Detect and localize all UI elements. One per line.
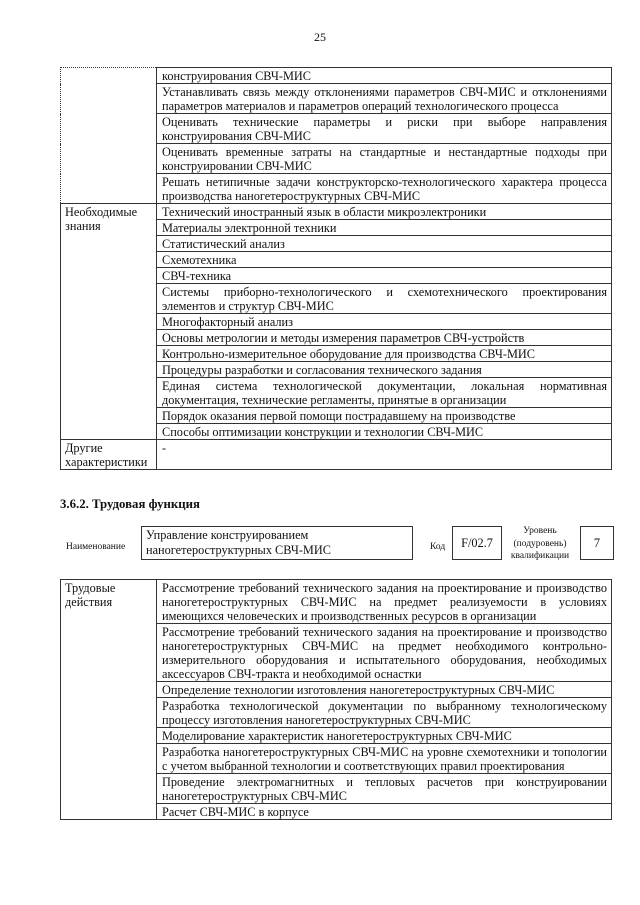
knowledge-item: Порядок оказания первой помощи пострадавшему на производстве	[157, 408, 612, 424]
skills-label-cell	[61, 68, 157, 204]
knowledge-item: Контрольно-измерительное оборудование для производства СВЧ-МИС	[157, 346, 612, 362]
labor-function-header	[60, 524, 620, 564]
page-number: 25	[314, 30, 326, 44]
knowledge-item: Материалы электронной техники	[157, 220, 612, 236]
labor-function-name: Управление конструированием наногетероструктурных СВЧ-МИС	[141, 526, 413, 560]
knowledge-item: Процедуры разработки и согласования технического задания	[157, 362, 612, 378]
code-label: Код	[430, 542, 446, 552]
actions-label: Трудовые действия	[61, 580, 157, 820]
name-label: Наименование	[66, 542, 126, 552]
action-item: Расчет СВЧ-МИС в корпусе	[157, 804, 612, 820]
qualification-level: 7	[580, 526, 614, 560]
skill-item: конструирования СВЧ-МИС	[157, 68, 612, 84]
skill-item: Устанавливать связь между отклонениями параметров СВЧ-МИС и отклонениями параметров материалов и параметров операций технологического процесса	[157, 84, 612, 114]
skill-item: Оценивать технические параметры и риски при выборе направления конструирования СВЧ-МИС	[157, 114, 612, 144]
skill-item: Решать нетипичные задачи конструкторско-технологического характера процесса производства наногетероструктурных СВЧ-МИС	[157, 174, 612, 204]
knowledge-item: Способы оптимизации конструкции и технологии СВЧ-МИС	[157, 424, 612, 440]
knowledge-item: Статистический анализ	[157, 236, 612, 252]
action-item: Проведение электромагнитных и тепловых расчетов при конструировании наногетероструктурных СВЧ-МИС	[157, 774, 612, 804]
knowledge-item: Системы приборно-технологического и схемотехнического проектирования элементов и структур СВЧ-МИС	[157, 284, 612, 314]
action-item: Определение технологии изготовления наногетероструктурных СВЧ-МИС	[157, 682, 612, 698]
section-title: 3.6.2. Трудовая функция	[60, 497, 200, 511]
knowledge-item: Технический иностранный язык в области микроэлектроники	[157, 204, 612, 220]
competency-table	[60, 67, 612, 470]
action-item: Разработка наногетероструктурных СВЧ-МИС на уровне схемотехники и топологии с учетом выбранной технологии и соответствующих правил проектирования	[157, 744, 612, 774]
knowledge-item: Схемотехника	[157, 252, 612, 268]
action-item: Рассмотрение требований технического задания на проектирование и производство наногетероструктурных СВЧ-МИС на предмет необходимого контрольно-измерительного оборудования и испытательного оборудования, необходимых аксессуаров СВЧ-тракта и необходимой оснастки	[157, 624, 612, 682]
knowledge-item: Основы метрологии и методы измерения параметров СВЧ-устройств	[157, 330, 612, 346]
knowledge-item: Многофакторный анализ	[157, 314, 612, 330]
knowledge-label: Необходимые знания	[61, 204, 157, 440]
level-label: Уровень (подуровень) квалификации	[510, 526, 570, 561]
actions-table	[60, 579, 612, 820]
other-value: -	[157, 440, 612, 470]
other-label: Другие характеристики	[61, 440, 157, 470]
knowledge-item: СВЧ-техника	[157, 268, 612, 284]
knowledge-item: Единая система технологической документации, локальная нормативная документация, технические регламенты, принятые в организации	[157, 378, 612, 408]
action-item: Рассмотрение требований технического задания на проектирование и производство наногетероструктурных СВЧ-МИС на предмет реализуемости в условиях имеющихся человеческих и производственных ресурсов в организации	[157, 580, 612, 624]
labor-function-code: F/02.7	[452, 526, 502, 560]
action-item: Моделирование характеристик наногетероструктурных СВЧ-МИС	[157, 728, 612, 744]
action-item: Разработка технологической документации по выбранному технологическому процессу изготовления наногетероструктурных СВЧ-МИС	[157, 698, 612, 728]
skill-item: Оценивать временные затраты на стандартные и нестандартные подходы при конструировании СВЧ-МИС	[157, 144, 612, 174]
